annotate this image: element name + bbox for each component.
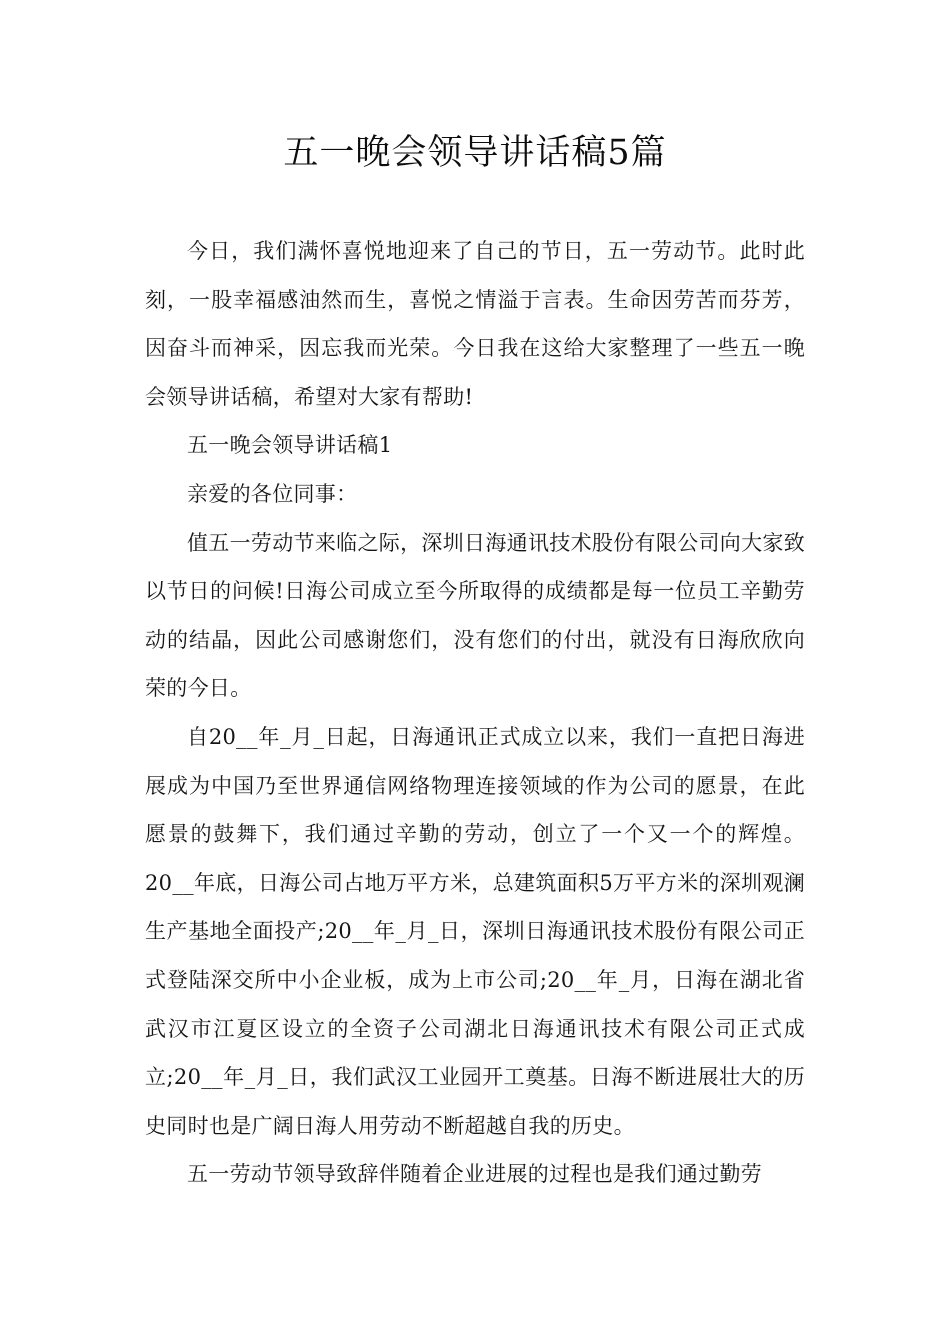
body-paragraph: 自20__年_月_日起，日海通讯正式成立以来，我们一直把日海进展成为中国乃至世界通信网络物理连接领域的作为公司的愿景，在此愿景的鼓舞下，我们通过辛勤的劳动，创立了一个又一个的辉煌。20__年底，日海公司占地万平方米，总建筑面积5万平方米的深圳观澜生产基地全面投产;20__年_月_日，深圳日海通讯技术股份有限公司正式登陆深交所中小企业板，成为上市公司;20__年_月，日海在湖北省武汉市江夏区设立的全资子公司湖北日海通讯技术有限公司正式成立;20__年_月_日，我们武汉工业园开工奠基。日海不断进展壮大的历史同时也是广阔日海人用劳动不断超越自我的历史。 [145, 724, 805, 1138]
document-body [145, 227, 805, 1199]
body-paragraph: 五一劳动节领导致辞伴随着企业进展的过程也是我们通过勤劳 [187, 1162, 763, 1187]
document-title: 五一晚会领导讲话稿5篇 [283, 133, 667, 173]
salutation: 亲爱的各位同事： [187, 481, 358, 506]
body-paragraph: 值五一劳动节来临之际，深圳日海通讯技术股份有限公司向大家致以节日的问候!日海公司成立至今所取得的成绩都是每一位员工辛勤劳动的结晶，因此公司感谢您们，没有您们的付出，就没有日海欣欣向荣的今日。 [145, 530, 805, 701]
section-heading: 五一晚会领导讲话稿1 [187, 433, 393, 458]
intro-paragraph: 今日，我们满怀喜悦地迎来了自己的节日，五一劳动节。此时此刻，一股幸福感油然而生，喜悦之情溢于言表。生命因劳苦而芬芳，因奋斗而神采，因忘我而光荣。今日我在这给大家整理了一些五一晚会领导讲话稿，希望对大家有帮助! [145, 239, 805, 409]
